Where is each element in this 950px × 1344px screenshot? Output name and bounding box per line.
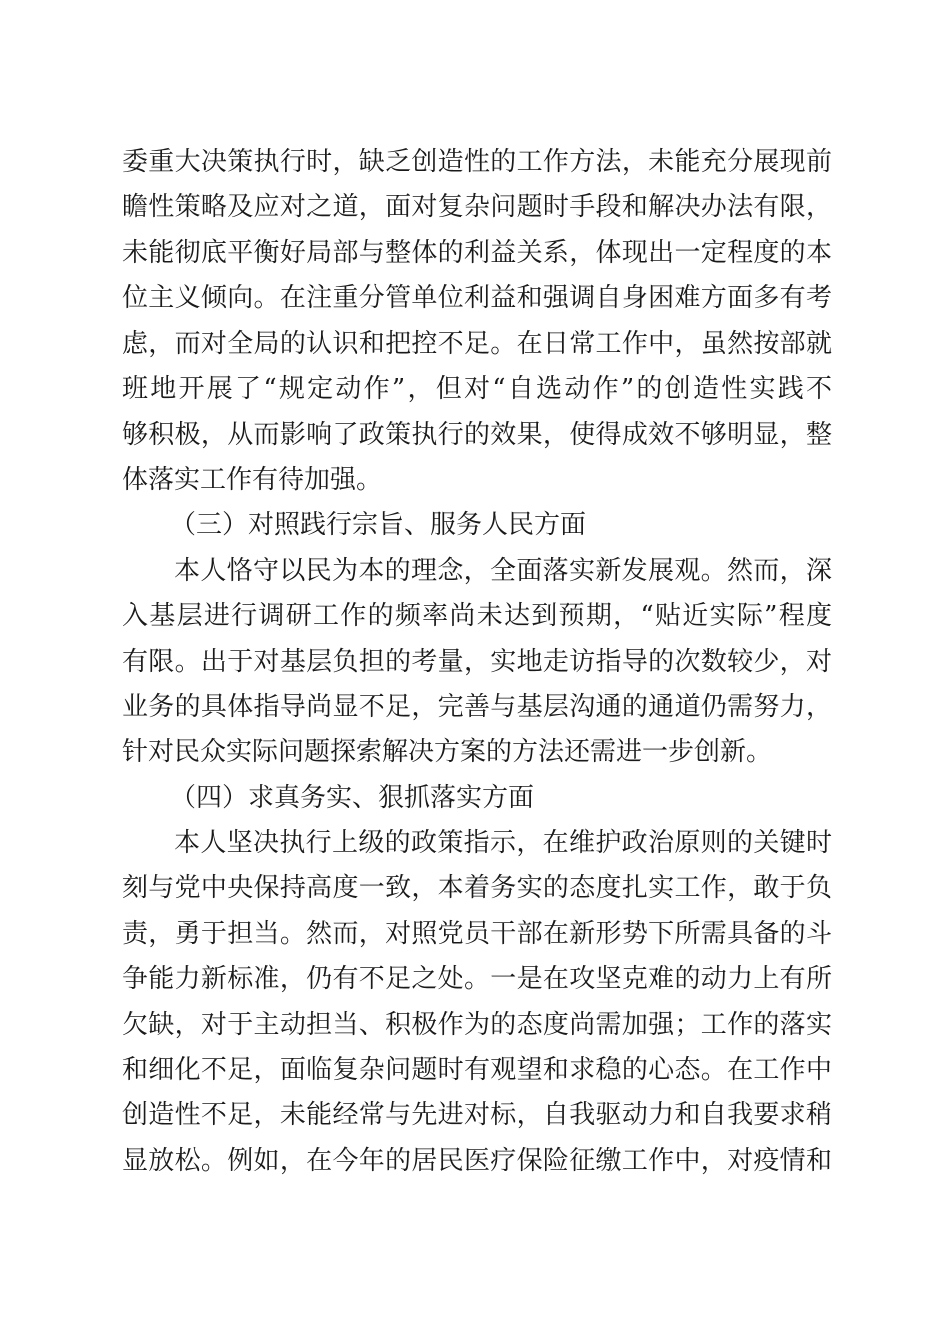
paragraph-line: 体落实工作有待加强。 <box>122 465 383 495</box>
paragraph-line: 欠缺，对于主动担当、积极作为的态度尚需加强；工作的落实 <box>122 1010 832 1040</box>
paragraph-line: 和细化不足，面临复杂问题时有观望和求稳的心态。在工作中 <box>122 1055 832 1085</box>
paragraph-line: 班地开展了“规定动作”，但对“自选动作”的创造性实践不 <box>122 374 832 404</box>
paragraph-line: 争能力新标准，仍有不足之处。一是在攻坚克难的动力上有所 <box>122 964 832 994</box>
paragraph-line: 针对民众实际问题探索解决方案的方法还需进一步创新。 <box>122 737 773 767</box>
paragraph-line: 本人恪守以民为本的理念，全面落实新发展观。然而，深 <box>174 556 832 586</box>
paragraph-line: 位主义倾向。在注重分管单位利益和强调自身困难方面多有考 <box>122 283 832 313</box>
section-heading-4: （四）求真务实、狠抓落实方面 <box>170 783 535 813</box>
paragraph-line: 业务的具体指导尚显不足，完善与基层沟通的通道仍需努力， <box>122 692 832 722</box>
section-heading-3: （三）对照践行宗旨、服务人民方面 <box>170 510 587 540</box>
paragraph-line: 刻与党中央保持高度一致，本着务实的态度扎实工作，敢于负 <box>122 873 832 903</box>
paragraph-line: 委重大决策执行时，缺乏创造性的工作方法，未能充分展现前 <box>122 147 832 177</box>
paragraph-line: 够积极，从而影响了政策执行的效果，使得成效不够明显，整 <box>122 420 832 450</box>
paragraph-line: 未能彻底平衡好局部与整体的利益关系，体现出一定程度的本 <box>122 238 832 268</box>
paragraph-line: 瞻性策略及应对之道，面对复杂问题时手段和解决办法有限， <box>122 192 832 222</box>
paragraph-line: 显放松。例如，在今年的居民医疗保险征缴工作中，对疫情和 <box>122 1146 832 1176</box>
paragraph-line: 虑，而对全局的认识和把控不足。在日常工作中，虽然按部就 <box>122 329 832 359</box>
paragraph-line: 本人坚决执行上级的政策指示，在维护政治原则的关键时 <box>174 828 832 858</box>
paragraph-line: 入基层进行调研工作的频率尚未达到预期，“贴近实际”程度 <box>122 601 832 631</box>
paragraph-line: 有限。出于对基层负担的考量，实地走访指导的次数较少，对 <box>122 647 832 677</box>
paragraph-line: 责，勇于担当。然而，对照党员干部在新形势下所需具备的斗 <box>122 919 832 949</box>
paragraph-line: 创造性不足，未能经常与先进对标，自我驱动力和自我要求稍 <box>122 1100 832 1130</box>
